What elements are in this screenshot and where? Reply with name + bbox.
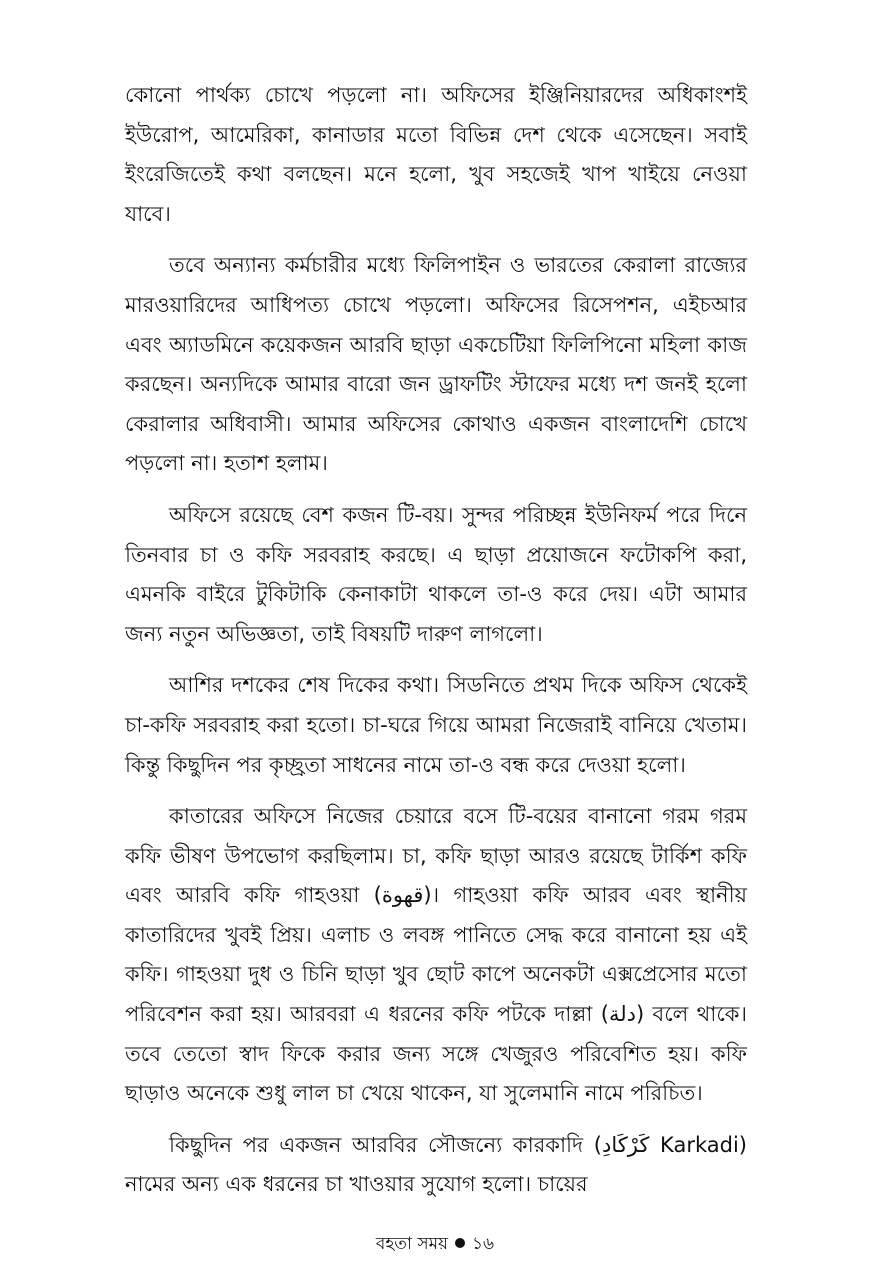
paragraph-5: কাতারের অফিসে নিজের চেয়ারে বসে টি-বয়ের বানানো গরম গরম কফি ভীষণ উপভোগ করছিলাম। চা, কফি ছাড়া আরও রয়েছে টার্কিশ কফি এবং আরবি কফি গাহওয়া (قهوة)। গাহওয়া কফি আরব এবং স্থানীয় কাতারিদের খুবই প্রিয়। এলাচ ও লবঙ্গ পানিতে সেদ্ধ করে বানানো হয় এই কফি। গাহওয়া দুধ ও চিনি ছাড়া খুব ছোট কাপে অনেকটা এক্সপ্রেসোর মতো পরিবেশন করা হয়। আরবরা এ ধরনের কফি পটকে দাল্লা (دلة) বলে থাকে। তবে তেতো স্বাদ ফিকে করার জন্য সঙ্গে খেজুরও পরিবেশিত হয়। কফি ছাড়াও অনেকে শুধু লাল চা খেয়ে থাকেন, যা সুলেমানি নামে পরিচিত। [125, 804, 747, 1106]
page-footer [0, 1232, 870, 1256]
page-body [125, 76, 747, 1217]
footer-book-title: বহতা সময় [375, 1234, 449, 1254]
paragraph-6: কিছুদিন পর একজন আরবির সৌজন্যে কারকাদি (كَرْكَادِ Karkadi) নামের অন্য এক ধরনের চা খাওয়ার সুযোগ হলো। চায়ের [125, 1132, 747, 1197]
paragraph-4: আশির দশকের শেষ দিকের কথা। সিডনিতে প্রথম দিকে অফিস থেকেই চা-কফি সরবরাহ করা হতো। চা-ঘরে গিয়ে আমরা নিজেরাই বানিয়ে খেতাম। কিন্তু কিছুদিন পর কৃচ্ছ্রতা সাধনের নামে তা-ও বন্ধ করে দেওয়া হলো। [125, 673, 747, 777]
paragraph-3: অফিসে রয়েছে বেশ কজন টি-বয়। সুন্দর পরিচ্ছন্ন ইউনিফর্ম পরে দিনে তিনবার চা ও কফি সরবরাহ করছে। এ ছাড়া প্রয়োজনে ফটোকপি করা, এমনকি বাইরে টুকিটাকি কেনাকাটা থাকলে তা-ও করে দেয়। এটা আমার জন্য নতুন অভিজ্ঞতা, তাই বিষয়টি দারুণ লাগলো। [125, 502, 747, 646]
bullet-dot-icon [455, 1238, 465, 1248]
paragraph-2: তবে অন্যান্য কর্মচারীর মধ্যে ফিলিপাইন ও ভারতের কেরালা রাজ্যের মারওয়ারিদের আধিপত্য চোখে পড়লো। অফিসের রিসেপশন, এইচআর এবং অ্যাডমিনে কয়েকজন আরবি ছাড়া একচেটিয়া ফিলিপিনো মহিলা কাজ করছেন। অন্যদিকে আমার বারো জন ড্রাফটিং স্টাফের মধ্যে দশ জনই হলো কেরালার অধিবাসী। আমার অফিসের কোথাও একজন বাংলাদেশি চোখে পড়লো না। হতাশ হলাম। [125, 253, 747, 476]
footer-page-number: ১৬ [472, 1234, 495, 1254]
paragraph-1: কোনো পার্থক্য চোখে পড়লো না। অফিসের ইঞ্জিনিয়ারদের অধিকাংশই ইউরোপ, আমেরিকা, কানাডার মতো বিভিন্ন দেশ থেকে এসেছেন। সবাই ইংরেজিতেই কথা বলছেন। মনে হলো, খুব সহজেই খাপ খাইয়ে নেওয়া যাবে। [125, 83, 747, 226]
